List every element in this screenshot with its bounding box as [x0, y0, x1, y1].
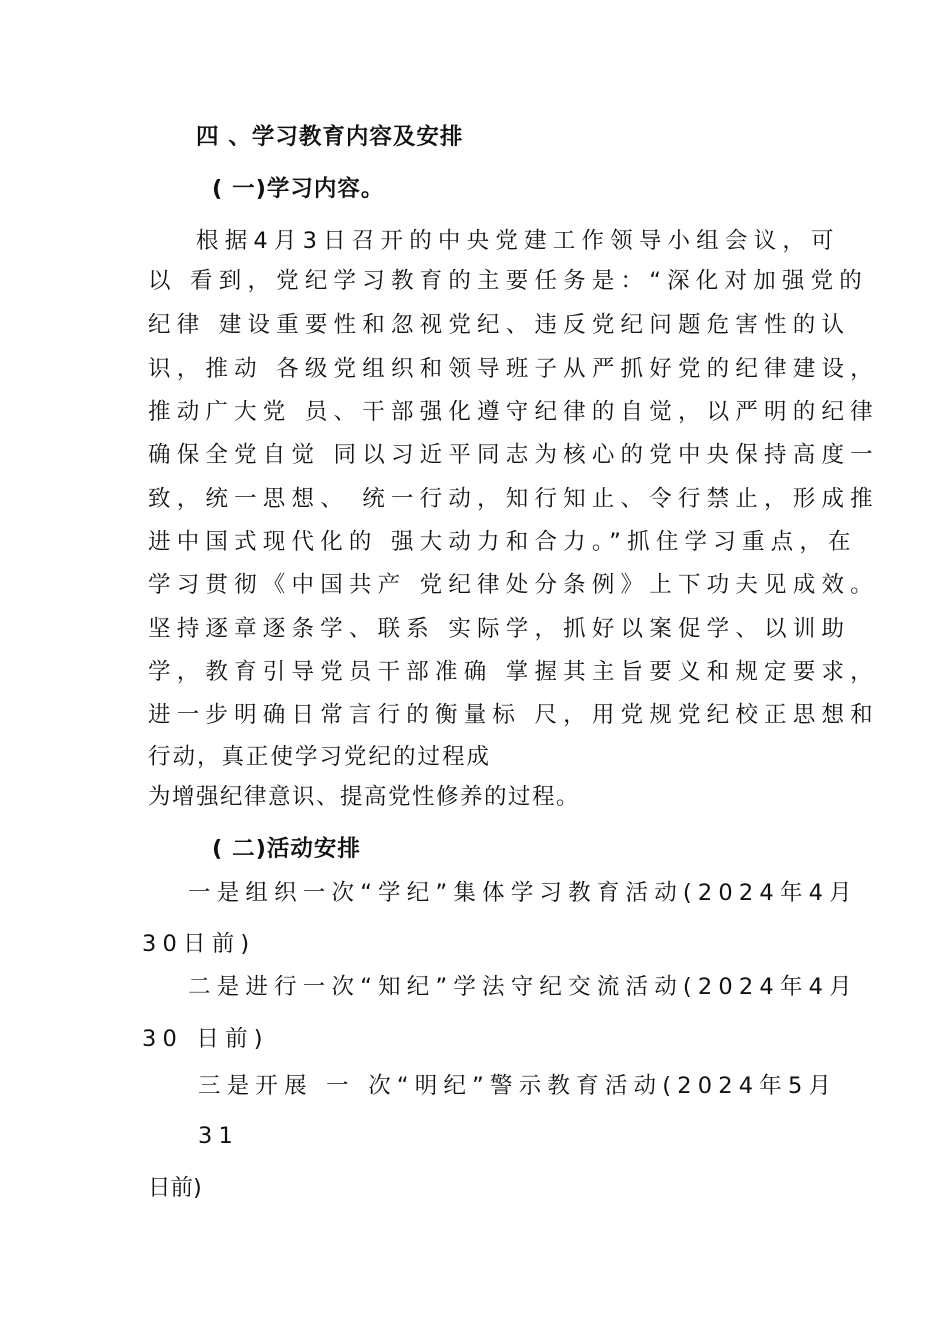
- paragraph-line: 识，推动 各级党组织和领导班子从严抓好党的纪律建设，: [148, 356, 879, 382]
- activity-item-date: 31: [198, 1123, 240, 1149]
- paragraph-line: 推动广大党 员、干部强化遵守纪律的自觉，以严明的纪律: [148, 399, 879, 425]
- subsection-heading-study-content: ( 一)学习内容。: [212, 176, 385, 202]
- paragraph-line: 行动，真正使学习党纪的过程成: [148, 744, 492, 770]
- activity-item-date: 日前): [148, 1175, 202, 1201]
- paragraph-line: 坚持逐章逐条学、联系 实际学，抓好以案促学、以训助: [148, 616, 851, 642]
- paragraph-line: 学，教育引导党员干部准确 掌握其主旨要义和规定要求，: [148, 659, 879, 685]
- section-heading: 四 、学习教育内容及安排: [196, 124, 464, 150]
- paragraph-line: 以 看到，党纪学习教育的主要任务是：“深化对加强党的: [148, 268, 869, 294]
- activity-item: 二是进行一次“知纪”学法守纪交流活动(2024年4月: [188, 974, 858, 1000]
- activity-item: 一是组织一次“学纪”集体学习教育活动(2024年4月: [188, 880, 858, 906]
- paragraph-line: 进一步明确日常言行的衡量标 尺，用党规党纪校正思想和: [148, 702, 879, 728]
- activity-item: 三是开展 一 次“明纪”警示教育活动(2024年5月: [198, 1073, 838, 1099]
- paragraph-line: 确保全党自觉 同以习近平同志为核心的党中央保持高度一: [148, 442, 879, 468]
- paragraph-line: 学习贯彻《中国共产 党纪律处分条例》上下功夫见成效。: [148, 572, 879, 598]
- paragraph-line: 纪律 建设重要性和忽视党纪、违反党纪问题危害性的认: [148, 312, 851, 338]
- activity-item-date: 30 日前): [142, 1026, 269, 1052]
- activity-item-date: 30日前): [142, 931, 256, 957]
- subsection-heading-activities: ( 二)活动安排: [212, 836, 361, 862]
- paragraph-line: 进中国式现代化的 强大动力和合力。”抓住学习重点，在: [148, 529, 857, 555]
- paragraph-line: 致，统一思想、 统一行动，知行知止、令行禁止，形成推: [148, 486, 879, 512]
- paragraph-line: 为增强纪律意识、提高党性修养的过程。: [148, 784, 581, 810]
- paragraph-line: 根据4月3日召开的中央党建工作领导小组会议，可: [196, 228, 840, 254]
